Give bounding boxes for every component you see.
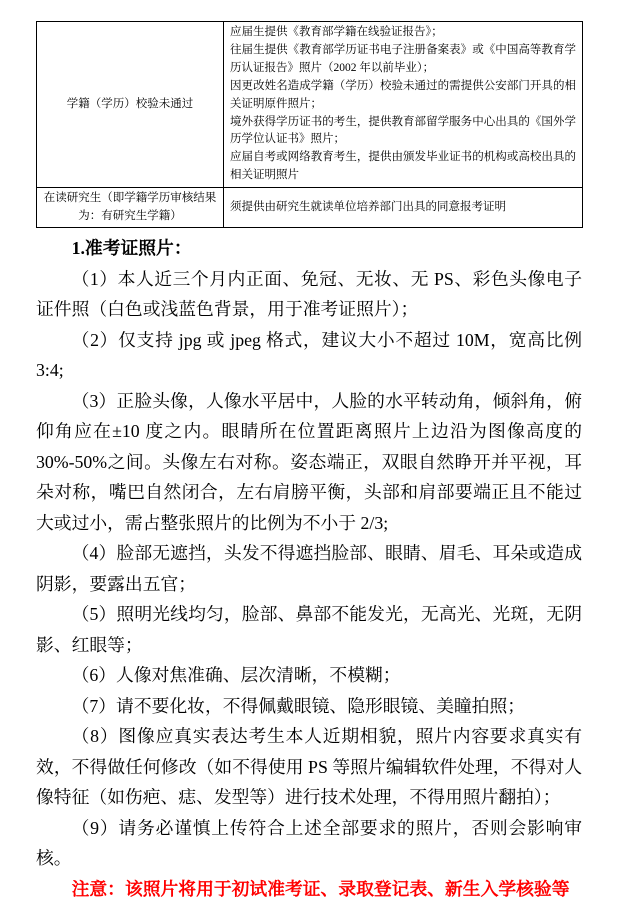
paragraph: （8）图像应真实表达考生本人近期相貌，照片内容要求真实有效，不得做任何修改（如不得使用 PS 等照片编辑软件处理，不得对人像特征（如伤疤、痣、发型等）进行技术处理，不得用照片翻拍）；: [36, 726, 582, 808]
paragraph: （4）脸部无遮挡，头发不得遮挡脸部、眼睛、眉毛、耳朵或造成阴影，要露出五官；: [36, 543, 582, 594]
paragraph: （6）人像对焦准确、层次清晰，不模糊；: [71, 665, 401, 686]
section-heading: 1.准考证照片：: [71, 238, 192, 259]
table-cell-line: 须提供由研究生就读单位培养部门出具的同意报考证明: [230, 200, 506, 213]
paragraph: （2）仅支持 jpg 或 jpeg 格式，建议大小不超过 10M，宽高比例 3:4;: [36, 329, 582, 381]
document-body: [36, 233, 582, 904]
paragraph: （5）照明光线均匀，脸部、鼻部不能发光，无高光、光斑，无阴影、红眼等；: [36, 604, 582, 655]
notice-text: 注意：该照片将用于初试准考证、录取登记表、新生入学核验等: [71, 878, 570, 899]
table-cell-line: 因更改姓名造成学籍（学历）校验未通过的需提供公安部门开具的相关证明原件照片；: [230, 79, 576, 110]
table-cell-line: 往届生提供《教育部学历证书电子注册备案表》或《中国高等教育学历认证报告》照片（2002 年以前毕业）；: [230, 43, 576, 74]
row-content-current-postgraduate: [224, 188, 583, 228]
paragraph: （9）请务必谨慎上传符合上述全部要求的照片，否则会影响审核。: [36, 817, 582, 869]
requirements-table: [36, 21, 583, 228]
row-label-xueji-check-failed: 学籍（学历）校验未通过: [37, 22, 224, 188]
paragraph-list: [36, 264, 582, 874]
table-row: [37, 22, 583, 188]
paragraph: （7）请不要化妆，不得佩戴眼镜、隐形眼镜、美瞳拍照；: [71, 695, 526, 716]
table-cell-line: 应届自考或网络教育考生，提供由颁发毕业证书的机构或高校出具的相关证明照片: [230, 151, 576, 182]
table-row: [37, 188, 583, 228]
paragraph: （3）正脸头像，人像水平居中，人脸的水平转动角，倾斜角，俯仰角应在±10 度之内。眼睛所在位置距离照片上边沿为图像高度的 30%-50%之间。头像左右对称。姿态端正，双眼自然睁开并平视，耳朵对称，嘴巴自然闭合，左右肩膀平衡，头部和肩部要端正且不能过大或过小，需占整张照片的比例为不小于 2/3;: [36, 390, 582, 533]
table-cell-line: 应届生提供《教育部学籍在线验证报告》；: [230, 26, 443, 38]
paragraph: （1）本人近三个月内正面、免冠、无妆、无 PS、彩色头像电子证件照（白色或浅蓝色背景，用于准考证照片）；: [36, 268, 582, 320]
row-label-current-postgraduate: 在读研究生（即学籍学历审核结果为：有研究生学籍）: [37, 188, 224, 228]
table-cell-line: 境外获得学历证书的考生，提供教育部留学服务中心出具的《国外学历学位认证书》照片；: [230, 115, 576, 146]
row-content-xueji-check-failed: [224, 22, 583, 188]
